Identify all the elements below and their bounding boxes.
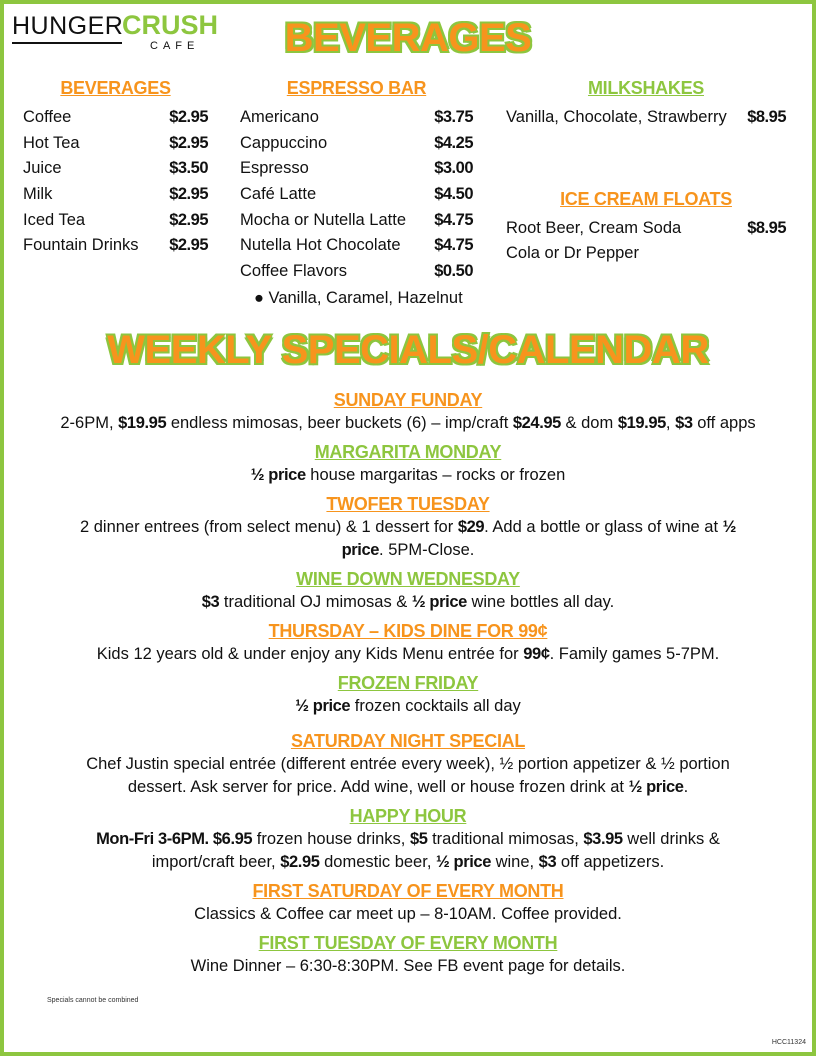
menu-item: Cappuccino $4.25 xyxy=(240,133,473,152)
menu-item: Cola or Dr Pepper xyxy=(506,244,639,263)
special-sunday: SUNDAY FUNDAY 2-6PM, $19.95 endless mimosas, beer buckets (6) – imp/craft $24.95 & dom $19.95, $3 off apps xyxy=(60,390,756,432)
logo-cafe: CAFE xyxy=(150,40,200,52)
special-saturday: SATURDAY NIGHT SPECIAL Chef Justin special entrée (different entrée every week), ½ portion appetizer & ½ portion dessert. Ask server for price. Add wine, well or house frozen drink at ½ price. xyxy=(86,731,730,796)
special-friday: FROZEN FRIDAY ½ price frozen cocktails all day xyxy=(295,673,521,715)
menu-item: Coffee Flavors $0.50 xyxy=(240,262,473,281)
milkshakes-column xyxy=(506,78,786,267)
menu-item: Mocha or Nutella Latte $4.75 xyxy=(240,210,473,229)
specials-list xyxy=(40,388,776,983)
special-first-saturday: FIRST SATURDAY OF EVERY MONTH Classics & Coffee car meet up – 8-10AM. Coffee provided. xyxy=(194,881,622,923)
logo-crush: CRUSH xyxy=(122,10,219,40)
flavor-list: ● Vanilla, Caramel, Hazelnut xyxy=(254,288,463,307)
menu-item: Espresso $3.00 xyxy=(240,159,473,178)
menu-item: Root Beer, Cream Soda $8.95 xyxy=(506,218,786,237)
milkshakes-heading: MILKSHAKES xyxy=(587,78,704,98)
beverages-column xyxy=(23,78,208,259)
menu-item: Iced Tea $2.95 xyxy=(23,210,208,229)
menu-item: Milk $2.95 xyxy=(23,185,208,204)
espresso-heading: ESPRESSO BAR xyxy=(286,78,427,98)
menu-item: Café Latte $4.50 xyxy=(240,185,473,204)
menu-item: Hot Tea $2.95 xyxy=(23,133,208,152)
specials-title: WEEKLY SPECIALS/CALENDAR xyxy=(107,328,709,372)
espresso-column xyxy=(240,78,473,311)
logo-hunger: HUNGER xyxy=(12,12,124,40)
menu-item: Fountain Drinks $2.95 xyxy=(23,236,208,255)
menu-item: Vanilla, Chocolate, Strawberry $8.95 xyxy=(506,108,786,126)
special-happy-hour: HAPPY HOUR Mon-Fri 3-6PM. $6.95 frozen house drinks, $5 traditional mimosas, $3.95 well drinks & import/craft beer, $2.95 domestic beer, ½ price wine, $3 off appetizers. xyxy=(96,806,720,871)
beverages-title: BEVERAGES xyxy=(284,16,532,60)
menu-item: Americano $3.75 xyxy=(240,108,473,126)
menu-item: Coffee $2.95 xyxy=(23,108,208,126)
beverages-heading: BEVERAGES xyxy=(60,78,171,98)
special-wednesday: WINE DOWN WEDNESDAY $3 traditional OJ mimosas & ½ price wine bottles all day. xyxy=(201,569,615,611)
document-code: HCC11324 xyxy=(771,1039,806,1046)
floats-heading: ICE CREAM FLOATS xyxy=(560,188,732,209)
special-thursday: THURSDAY – KIDS DINE FOR 99¢ Kids 12 years old & under enjoy any Kids Menu entrée for 99¢. Family games 5-7PM. xyxy=(96,621,720,663)
special-tuesday: TWOFER TUESDAY 2 dinner entrees (from select menu) & 1 dessert for $29. Add a bottle or glass of wine at ½ price. 5PM-Close. xyxy=(79,494,737,559)
special-first-tuesday: FIRST TUESDAY OF EVERY MONTH Wine Dinner – 6:30-8:30PM. See FB event page for details. xyxy=(190,933,626,975)
menu-item: Nutella Hot Chocolate $4.75 xyxy=(240,236,473,255)
menu-item: Juice $3.50 xyxy=(23,159,208,178)
fine-print: Specials cannot be combined xyxy=(47,997,139,1004)
special-monday: MARGARITA MONDAY ½ price house margaritas – rocks or frozen xyxy=(250,442,566,484)
